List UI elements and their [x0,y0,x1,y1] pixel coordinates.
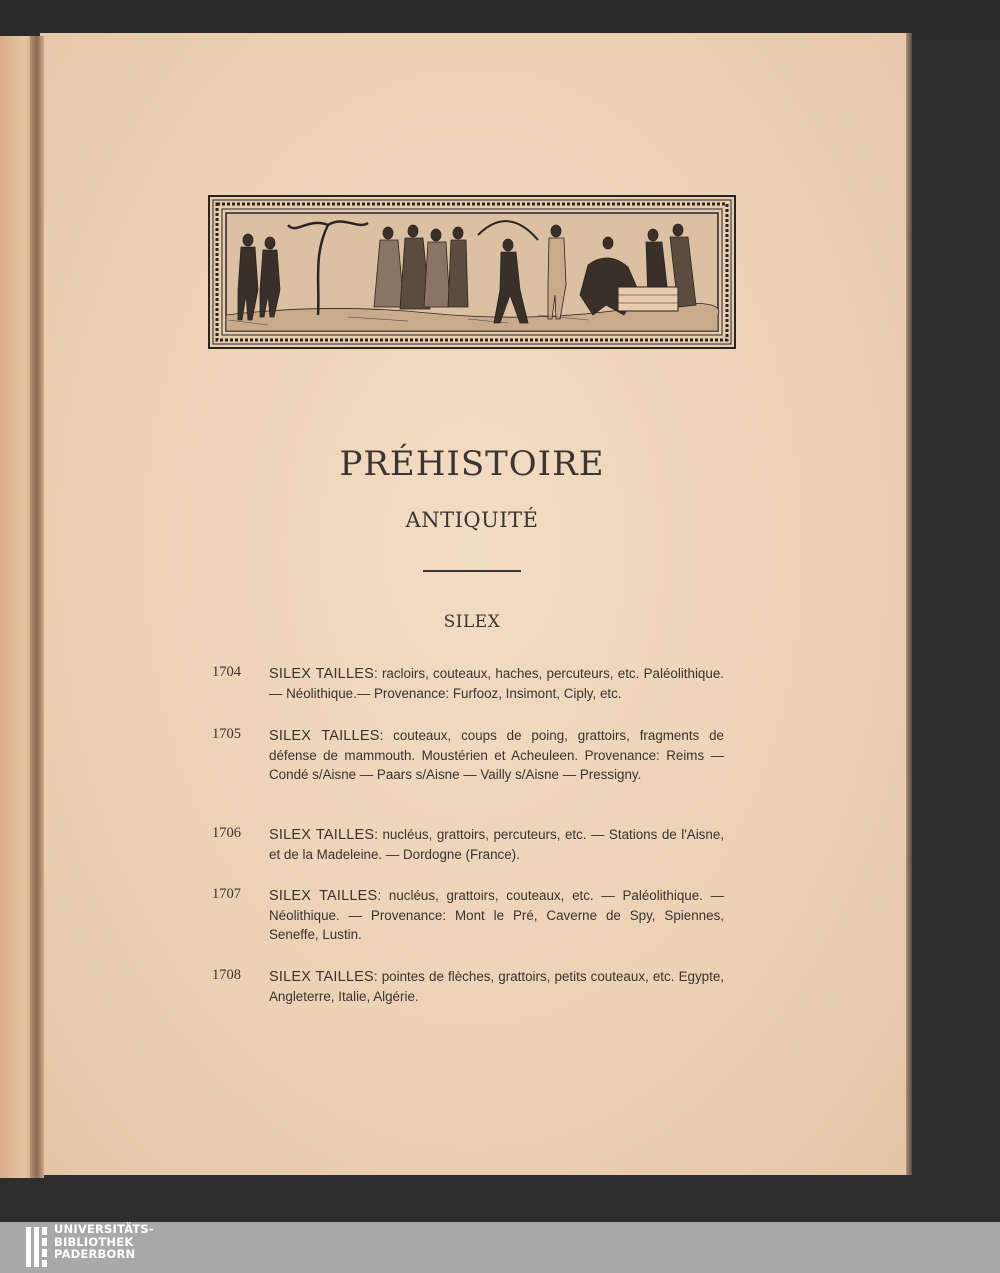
entry-lead: SILEX TAILLES [269,827,375,843]
title-divider [423,570,521,572]
entry-number: 1707 [212,886,241,902]
entry-description: : racloirs, couteaux, haches, percuteurs, etc. Paléolithique. — Néolithique.— Provenance: Furfooz, Insimont, Ciply, etc. [269,666,724,702]
entry-description: : nucléus, grattoirs, couteaux, etc. — Paléolithique. — Néolithique. — Provenance: Mont le Pré, Caverne de Spy, Spiennes, Seneffe, Lustin. [269,888,724,943]
section-heading: SILEX [443,612,501,632]
library-logo-text [54,1223,194,1261]
entry-description: : pointes de flèches, grattoirs, petits couteaux, etc. Egypte, Angleterre, Italie, Algérie. [269,969,724,1005]
entry-description: : nucléus, grattoirs, percuteurs, etc. — Stations de l'Aisne, et de la Madeleine. — Dordogne (France). [269,827,724,863]
library-logo-icon [24,1225,50,1269]
logo-line: PADERBORN [54,1247,136,1261]
entry-description: : couteaux, coups de poing, grattoirs, fragments de défense de mammouth. Moustérien et Acheuleen. Provenance: Reims — Condé s/Aisne — Paars s/Aisne — Vailly s/Aisne — Pressigny. [269,728,724,783]
page-subtitle: ANTIQUITÉ [405,508,539,532]
entry-text [269,967,724,1006]
entry-number: 1705 [212,726,241,742]
entry-text [269,664,724,703]
page-right-edge [906,33,912,1175]
engraving-illustration [208,195,736,349]
entry-number: 1708 [212,967,241,983]
entry-lead: SILEX TAILLES [269,969,374,985]
logo-line: BIBLIOTHEK [54,1234,134,1249]
entry-lead: SILEX TAILLES [269,888,378,904]
entry-number: 1706 [212,825,241,841]
entry-number: 1704 [212,664,241,680]
book-gutter [30,36,44,1178]
logo-line: UNIVERSITÄTS- [54,1222,154,1236]
entry-lead: SILEX TAILLES [269,728,380,744]
entry-lead: SILEX TAILLES [269,666,374,682]
entry-text [269,886,724,945]
entry-text [269,825,724,864]
entry-text [269,726,724,785]
page-title: PRÉHISTOIRE [339,444,605,484]
